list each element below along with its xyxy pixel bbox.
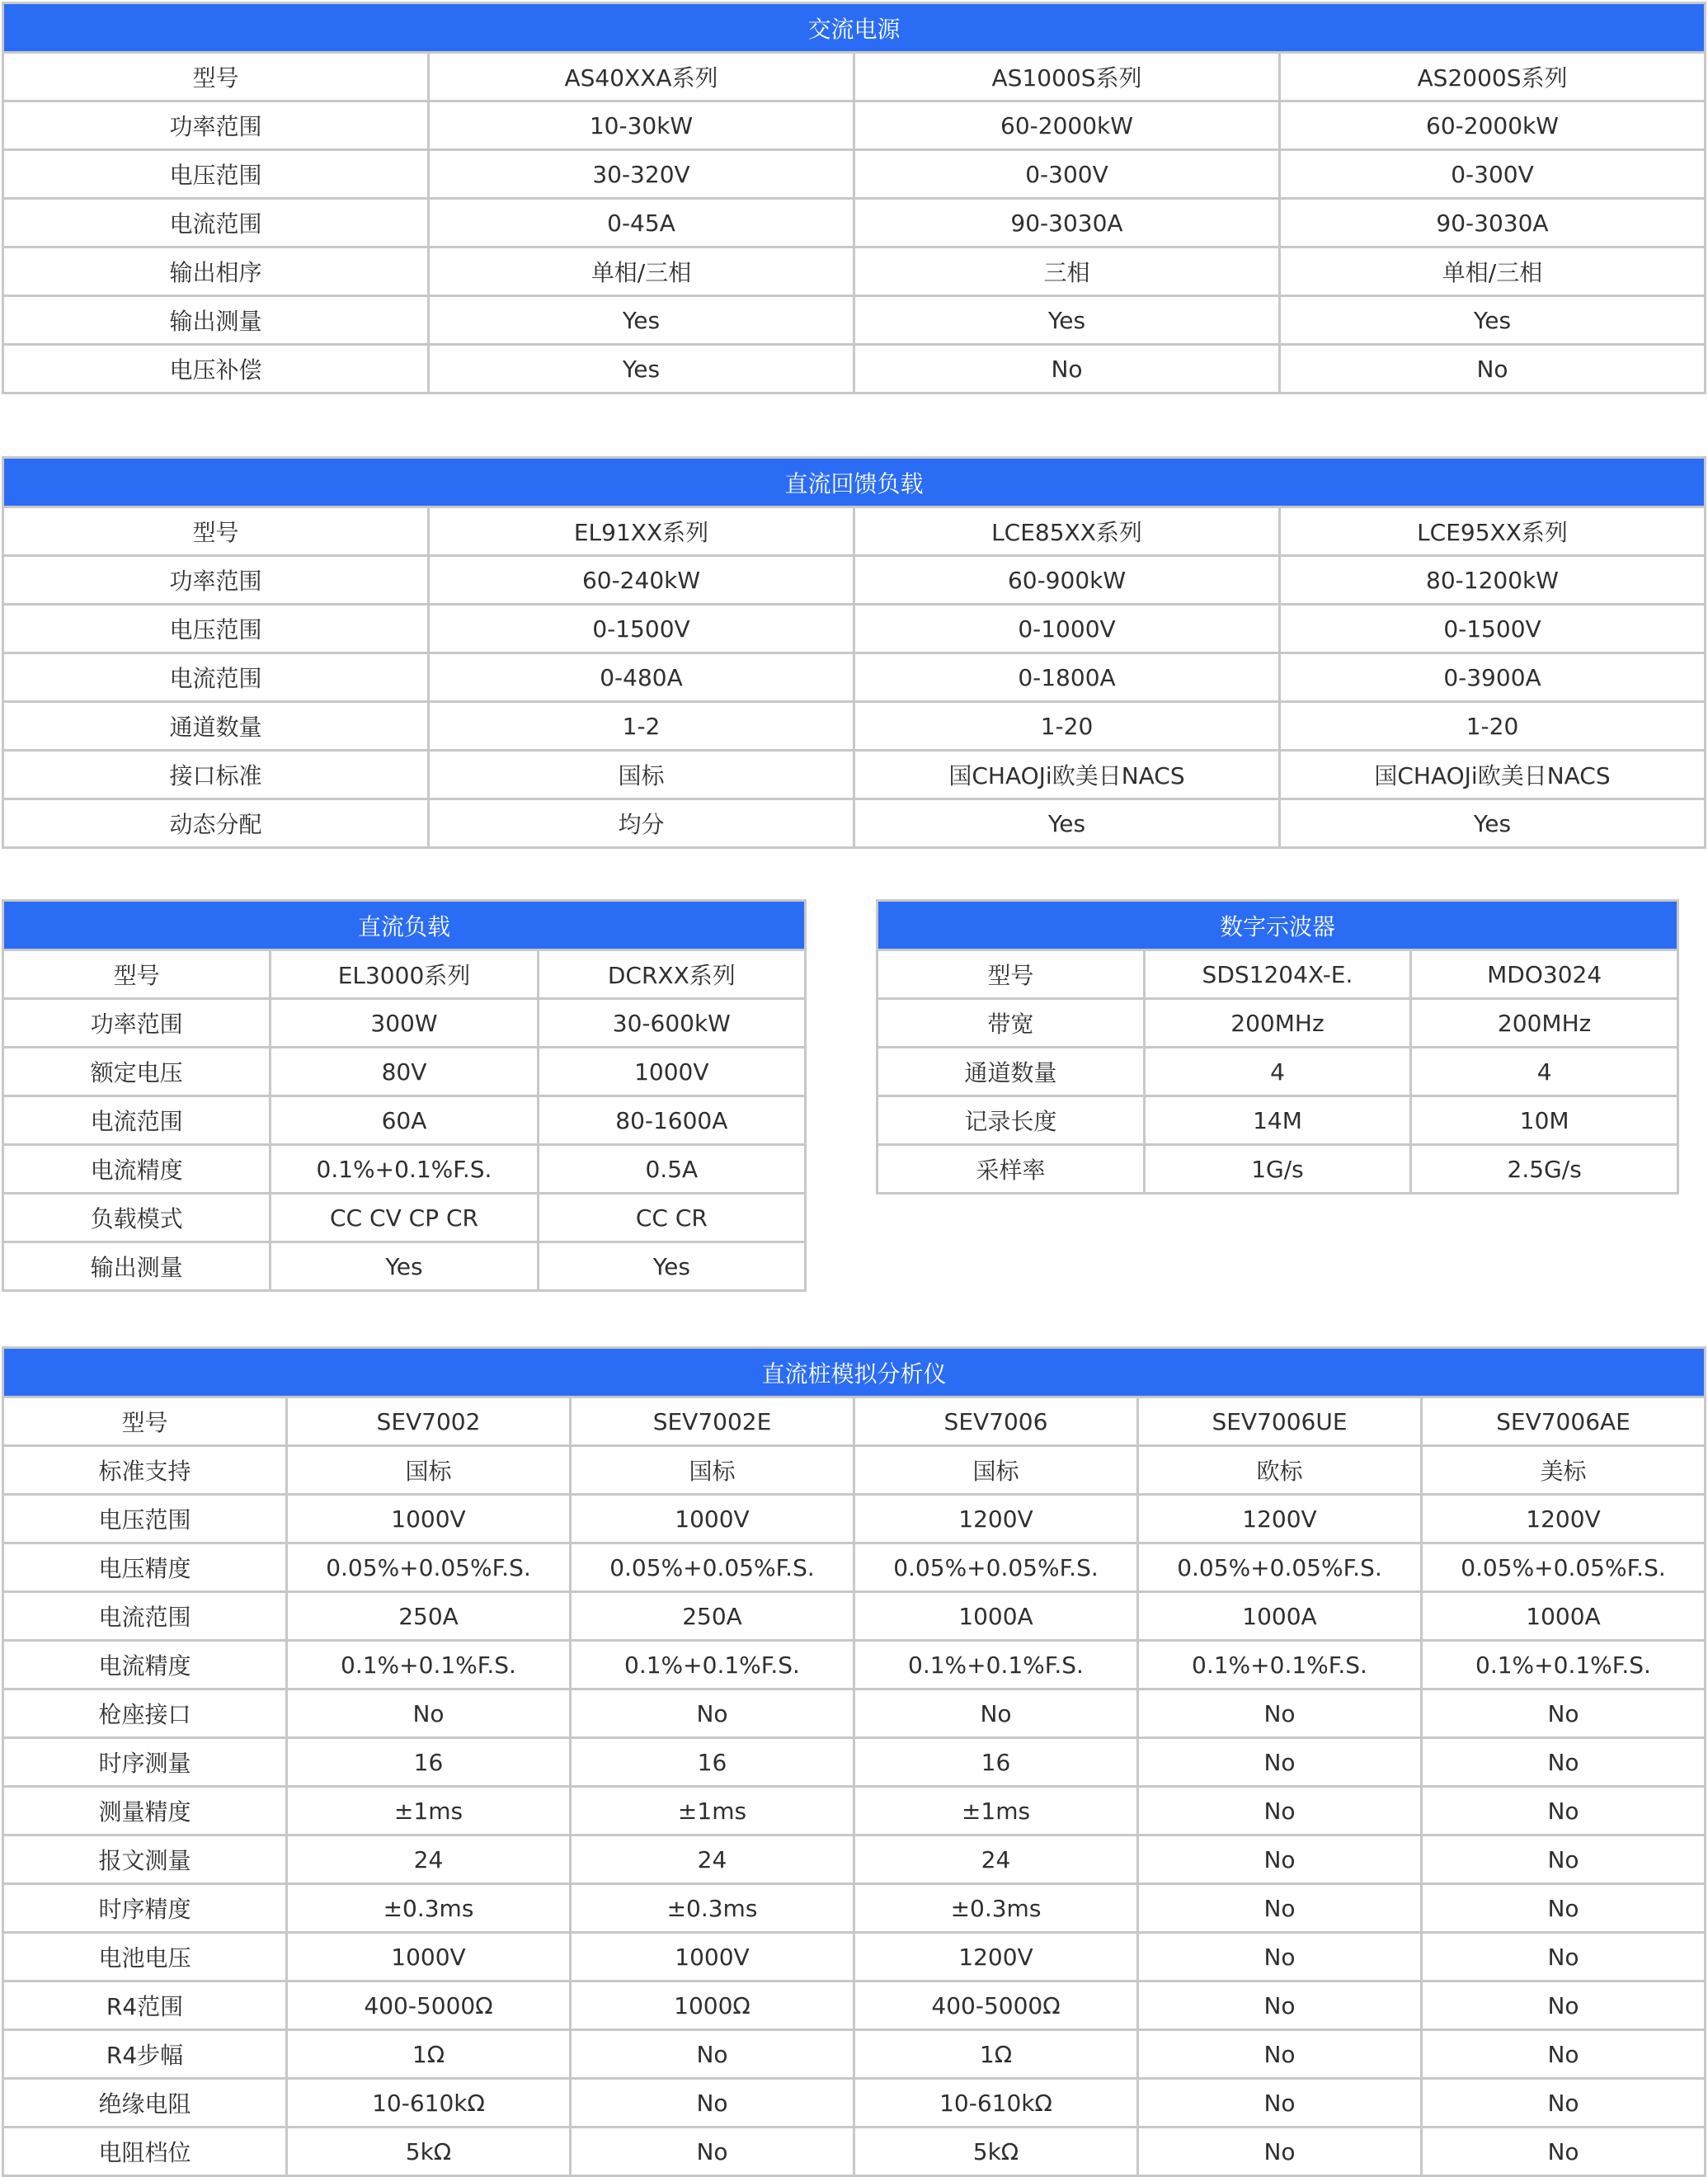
- model-header-row: [3, 53, 1706, 101]
- table-cell: SEV7002: [287, 1397, 571, 1446]
- table-row: [3, 751, 1706, 799]
- table-cell: 三相: [854, 247, 1280, 296]
- row-label: 带宽: [878, 999, 1145, 1048]
- table-cell: No: [571, 1689, 854, 1738]
- table-cell: No: [1138, 2030, 1422, 2079]
- table-cell: 0.1%+0.1%F.S.: [571, 1641, 854, 1689]
- row-label: 电流精度: [3, 1641, 287, 1689]
- table-cell: Yes: [538, 1242, 805, 1291]
- table-cell: 0-1000V: [854, 605, 1280, 653]
- table-cell: No: [1422, 2128, 1706, 2176]
- table-cell: No: [1422, 1787, 1706, 1835]
- table-cell: SEV7006: [854, 1397, 1138, 1446]
- table-cell: SEV7006AE: [1422, 1397, 1706, 1446]
- row-label: 动态分配: [3, 799, 429, 848]
- table-cell: 0.1%+0.1%F.S.: [1138, 1641, 1422, 1689]
- table-cell: 单相/三相: [429, 247, 854, 296]
- table-cell: 0-3900A: [1280, 653, 1706, 702]
- table-cell: 1000A: [1422, 1592, 1706, 1641]
- table-row: [878, 1145, 1678, 1194]
- table-cell: ±0.3ms: [854, 1884, 1138, 1933]
- row-label: 标准支持: [3, 1446, 287, 1495]
- row-label: 电流范围: [3, 1592, 287, 1641]
- table-row: [3, 1981, 1706, 2030]
- table-cell: 10-30kW: [429, 101, 854, 150]
- row-label: 时序精度: [3, 1884, 287, 1933]
- table-row: [3, 1689, 1706, 1738]
- dc-feedback-load-table: [2, 456, 1706, 849]
- row-label: 测量精度: [3, 1787, 287, 1835]
- row-label: 输出相序: [3, 247, 429, 296]
- table-row: [3, 296, 1706, 345]
- table-title: 数字示波器: [878, 901, 1678, 950]
- table-cell: AS1000S系列: [854, 53, 1280, 101]
- table-row: [3, 1592, 1706, 1641]
- table-cell: AS2000S系列: [1280, 53, 1706, 101]
- table-cell: 1Ω: [854, 2030, 1138, 2079]
- row-label: R4步幅: [3, 2030, 287, 2079]
- row-label: 型号: [878, 950, 1145, 999]
- table-cell: 单相/三相: [1280, 247, 1706, 296]
- table-cell: 4: [1411, 1048, 1678, 1096]
- table-cell: 24: [287, 1835, 571, 1884]
- table-cell: 0-1500V: [429, 605, 854, 653]
- table-cell: 5kΩ: [287, 2128, 571, 2176]
- table-row: [3, 653, 1706, 702]
- table-title: 直流桩模拟分析仪: [3, 1348, 1706, 1397]
- table-cell: No: [1422, 2079, 1706, 2128]
- table-cell: Yes: [429, 345, 854, 393]
- table-cell: 1-20: [854, 702, 1280, 751]
- table-cell: SEV7002E: [571, 1397, 854, 1446]
- table-cell: 1000Ω: [571, 1981, 854, 2030]
- table-title: 直流负载: [3, 901, 806, 950]
- table-row: [3, 605, 1706, 653]
- table-cell: 24: [571, 1835, 854, 1884]
- table-title: 直流回馈负载: [3, 458, 1706, 507]
- table-cell: 16: [287, 1738, 571, 1787]
- table-cell: 10M: [1411, 1096, 1678, 1145]
- table-row: [3, 556, 1706, 605]
- table-cell: Yes: [1280, 799, 1706, 848]
- table-cell: 250A: [287, 1592, 571, 1641]
- table-row: [3, 1048, 806, 1096]
- row-label: 型号: [3, 950, 271, 999]
- table-cell: 2.5G/s: [1411, 1145, 1678, 1194]
- table-cell: 国CHAOJi欧美日NACS: [854, 751, 1280, 799]
- table-cell: 0-45A: [429, 199, 854, 247]
- row-label: 型号: [3, 53, 429, 101]
- row-label: 电压范围: [3, 1495, 287, 1543]
- table-row: [3, 1242, 806, 1291]
- table-cell: Yes: [1280, 296, 1706, 345]
- row-label: 通道数量: [3, 702, 429, 751]
- table-cell: No: [1138, 1738, 1422, 1787]
- table-cell: 5kΩ: [854, 2128, 1138, 2176]
- table-cell: No: [1422, 1884, 1706, 1933]
- table-cell: 美标: [1422, 1446, 1706, 1495]
- table-cell: 0-480A: [429, 653, 854, 702]
- table-row: [3, 1495, 1706, 1543]
- table-cell: 200MHz: [1411, 999, 1678, 1048]
- table-cell: 1200V: [854, 1933, 1138, 1981]
- table-cell: AS40XXA系列: [429, 53, 854, 101]
- table-cell: 1000V: [571, 1495, 854, 1543]
- row-label: 型号: [3, 507, 429, 556]
- table-row: [3, 2079, 1706, 2128]
- table-cell: 30-320V: [429, 150, 854, 199]
- row-label: 电压范围: [3, 150, 429, 199]
- table-cell: 24: [854, 1835, 1138, 1884]
- table-cell: 1G/s: [1144, 1145, 1411, 1194]
- row-label: 通道数量: [878, 1048, 1145, 1096]
- table-cell: CC CR: [538, 1194, 805, 1242]
- row-label: 额定电压: [3, 1048, 271, 1096]
- table-cell: No: [1138, 1835, 1422, 1884]
- table-cell: 0.05%+0.05%F.S.: [571, 1543, 854, 1592]
- table-cell: 1000A: [854, 1592, 1138, 1641]
- row-label: 枪座接口: [3, 1689, 287, 1738]
- table-cell: No: [1422, 1835, 1706, 1884]
- table-row: [3, 1787, 1706, 1835]
- table-cell: 80-1200kW: [1280, 556, 1706, 605]
- table-cell: 60-2000kW: [1280, 101, 1706, 150]
- table-cell: 0.1%+0.1%F.S.: [271, 1145, 538, 1194]
- table-cell: No: [1138, 1884, 1422, 1933]
- table-row: [3, 1096, 806, 1145]
- table-row: [3, 247, 1706, 296]
- table-cell: 60-900kW: [854, 556, 1280, 605]
- table-cell: No: [1138, 1689, 1422, 1738]
- table-cell: 1000A: [1138, 1592, 1422, 1641]
- table-cell: Yes: [854, 296, 1280, 345]
- row-label: 绝缘电阻: [3, 2079, 287, 2128]
- oscilloscope-table: [876, 899, 1679, 1195]
- row-label: 功率范围: [3, 999, 271, 1048]
- row-label: 电压精度: [3, 1543, 287, 1592]
- table-cell: 200MHz: [1144, 999, 1411, 1048]
- row-label: 型号: [3, 1397, 287, 1446]
- table-cell: 国标: [429, 751, 854, 799]
- table-cell: 30-600kW: [538, 999, 805, 1048]
- table-row: [3, 1543, 1706, 1592]
- table-row: [3, 1194, 806, 1242]
- table-cell: Yes: [429, 296, 854, 345]
- table-cell: 0.1%+0.1%F.S.: [1422, 1641, 1706, 1689]
- table-cell: 0.05%+0.05%F.S.: [287, 1543, 571, 1592]
- table-cell: No: [854, 345, 1280, 393]
- table-cell: 欧标: [1138, 1446, 1422, 1495]
- table-cell: SDS1204X-E.: [1144, 950, 1411, 999]
- table-cell: 1200V: [1138, 1495, 1422, 1543]
- table-cell: No: [1422, 1689, 1706, 1738]
- table-cell: 14M: [1144, 1096, 1411, 1145]
- table-cell: 1200V: [854, 1495, 1138, 1543]
- table-cell: 均分: [429, 799, 854, 848]
- row-label: 接口标准: [3, 751, 429, 799]
- row-label: 功率范围: [3, 556, 429, 605]
- table-cell: 0.5A: [538, 1145, 805, 1194]
- table-cell: ±0.3ms: [571, 1884, 854, 1933]
- row-label: 负载模式: [3, 1194, 271, 1242]
- table-cell: No: [1422, 2030, 1706, 2079]
- table-cell: 0.05%+0.05%F.S.: [1422, 1543, 1706, 1592]
- table-row: [3, 150, 1706, 199]
- row-label: 时序测量: [3, 1738, 287, 1787]
- table-cell: 1000V: [538, 1048, 805, 1096]
- table-cell: No: [1138, 2128, 1422, 2176]
- table-cell: ±0.3ms: [287, 1884, 571, 1933]
- table-cell: 4: [1144, 1048, 1411, 1096]
- row-label: 记录长度: [878, 1096, 1145, 1145]
- table-row: [3, 702, 1706, 751]
- table-cell: 国CHAOJi欧美日NACS: [1280, 751, 1706, 799]
- table-cell: No: [1422, 1981, 1706, 2030]
- row-label: 电压补偿: [3, 345, 429, 393]
- table-row: [3, 2128, 1706, 2176]
- table-row: [3, 1145, 806, 1194]
- model-header-row: [3, 950, 806, 999]
- table-cell: 0.05%+0.05%F.S.: [1138, 1543, 1422, 1592]
- table-cell: 16: [854, 1738, 1138, 1787]
- table-row: [3, 1835, 1706, 1884]
- table-cell: ±1ms: [571, 1787, 854, 1835]
- table-cell: ±1ms: [287, 1787, 571, 1835]
- table-row: [3, 799, 1706, 848]
- table-cell: 90-3030A: [854, 199, 1280, 247]
- table-row: [3, 999, 806, 1048]
- table-cell: No: [854, 1689, 1138, 1738]
- table-row: [3, 2030, 1706, 2079]
- table-cell: 80V: [271, 1048, 538, 1096]
- table-cell: Yes: [854, 799, 1280, 848]
- row-label: 电流范围: [3, 199, 429, 247]
- table-row: [3, 1933, 1706, 1981]
- table-cell: 1000V: [287, 1495, 571, 1543]
- table-cell: 60-240kW: [429, 556, 854, 605]
- table-cell: No: [1138, 1933, 1422, 1981]
- table-cell: 300W: [271, 999, 538, 1048]
- table-cell: 400-5000Ω: [854, 1981, 1138, 2030]
- row-label: 电流范围: [3, 1096, 271, 1145]
- table-row: [3, 1738, 1706, 1787]
- table-cell: No: [571, 2128, 854, 2176]
- row-label: 输出测量: [3, 296, 429, 345]
- table-row: [878, 1048, 1678, 1096]
- model-header-row: [3, 1397, 1706, 1446]
- table-cell: No: [1422, 1933, 1706, 1981]
- row-label: 电池电压: [3, 1933, 287, 1981]
- dc-pile-analyzer-table: [2, 1346, 1706, 2177]
- row-label: 电流范围: [3, 653, 429, 702]
- table-cell: 1000V: [571, 1933, 854, 1981]
- table-cell: EL91XX系列: [429, 507, 854, 556]
- table-row: [3, 1884, 1706, 1933]
- table-row: [3, 1641, 1706, 1689]
- table-cell: 10-610kΩ: [287, 2079, 571, 2128]
- table-cell: No: [1422, 1738, 1706, 1787]
- table-row: [3, 101, 1706, 150]
- table-cell: No: [1280, 345, 1706, 393]
- table-cell: No: [571, 2079, 854, 2128]
- table-cell: LCE95XX系列: [1280, 507, 1706, 556]
- table-cell: Yes: [271, 1242, 538, 1291]
- table-cell: 60-2000kW: [854, 101, 1280, 150]
- table-row: [878, 999, 1678, 1048]
- table-cell: 1-2: [429, 702, 854, 751]
- table-cell: 0-1800A: [854, 653, 1280, 702]
- table-row: [3, 1446, 1706, 1495]
- table-row: [878, 1096, 1678, 1145]
- table-cell: ±1ms: [854, 1787, 1138, 1835]
- row-label: 功率范围: [3, 101, 429, 150]
- row-label: 电阻档位: [3, 2128, 287, 2176]
- table-cell: 10-610kΩ: [854, 2079, 1138, 2128]
- row-label: 输出测量: [3, 1242, 271, 1291]
- table-cell: 1-20: [1280, 702, 1706, 751]
- table-cell: 国标: [571, 1446, 854, 1495]
- table-cell: 国标: [854, 1446, 1138, 1495]
- table-cell: 0-300V: [854, 150, 1280, 199]
- dc-load-table: [2, 899, 807, 1292]
- table-cell: 0.05%+0.05%F.S.: [854, 1543, 1138, 1592]
- table-title: 交流电源: [3, 3, 1706, 53]
- table-cell: 1Ω: [287, 2030, 571, 2079]
- table-cell: 16: [571, 1738, 854, 1787]
- table-cell: LCE85XX系列: [854, 507, 1280, 556]
- row-label: 报文测量: [3, 1835, 287, 1884]
- row-label: 电流精度: [3, 1145, 271, 1194]
- table-cell: No: [1138, 2079, 1422, 2128]
- row-label: R4范围: [3, 1981, 287, 2030]
- table-cell: 国标: [287, 1446, 571, 1495]
- table-cell: 0.1%+0.1%F.S.: [854, 1641, 1138, 1689]
- row-label: 采样率: [878, 1145, 1145, 1194]
- table-cell: No: [571, 2030, 854, 2079]
- model-header-row: [3, 507, 1706, 556]
- table-cell: EL3000系列: [271, 950, 538, 999]
- model-header-row: [878, 950, 1678, 999]
- table-cell: 60A: [271, 1096, 538, 1145]
- table-cell: 90-3030A: [1280, 199, 1706, 247]
- table-cell: DCRXX系列: [538, 950, 805, 999]
- table-cell: 0-300V: [1280, 150, 1706, 199]
- table-cell: 400-5000Ω: [287, 1981, 571, 2030]
- table-row: [3, 199, 1706, 247]
- table-cell: MDO3024: [1411, 950, 1678, 999]
- table-cell: 1000V: [287, 1933, 571, 1981]
- table-row: [3, 345, 1706, 393]
- table-cell: CC CV CP CR: [271, 1194, 538, 1242]
- table-cell: 80-1600A: [538, 1096, 805, 1145]
- table-cell: 0-1500V: [1280, 605, 1706, 653]
- table-cell: 250A: [571, 1592, 854, 1641]
- table-cell: No: [287, 1689, 571, 1738]
- table-cell: SEV7006UE: [1138, 1397, 1422, 1446]
- table-cell: No: [1138, 1981, 1422, 2030]
- table-cell: 0.1%+0.1%F.S.: [287, 1641, 571, 1689]
- row-label: 电压范围: [3, 605, 429, 653]
- table-cell: 1200V: [1422, 1495, 1706, 1543]
- table-cell: No: [1138, 1787, 1422, 1835]
- ac-power-table: [2, 2, 1706, 394]
